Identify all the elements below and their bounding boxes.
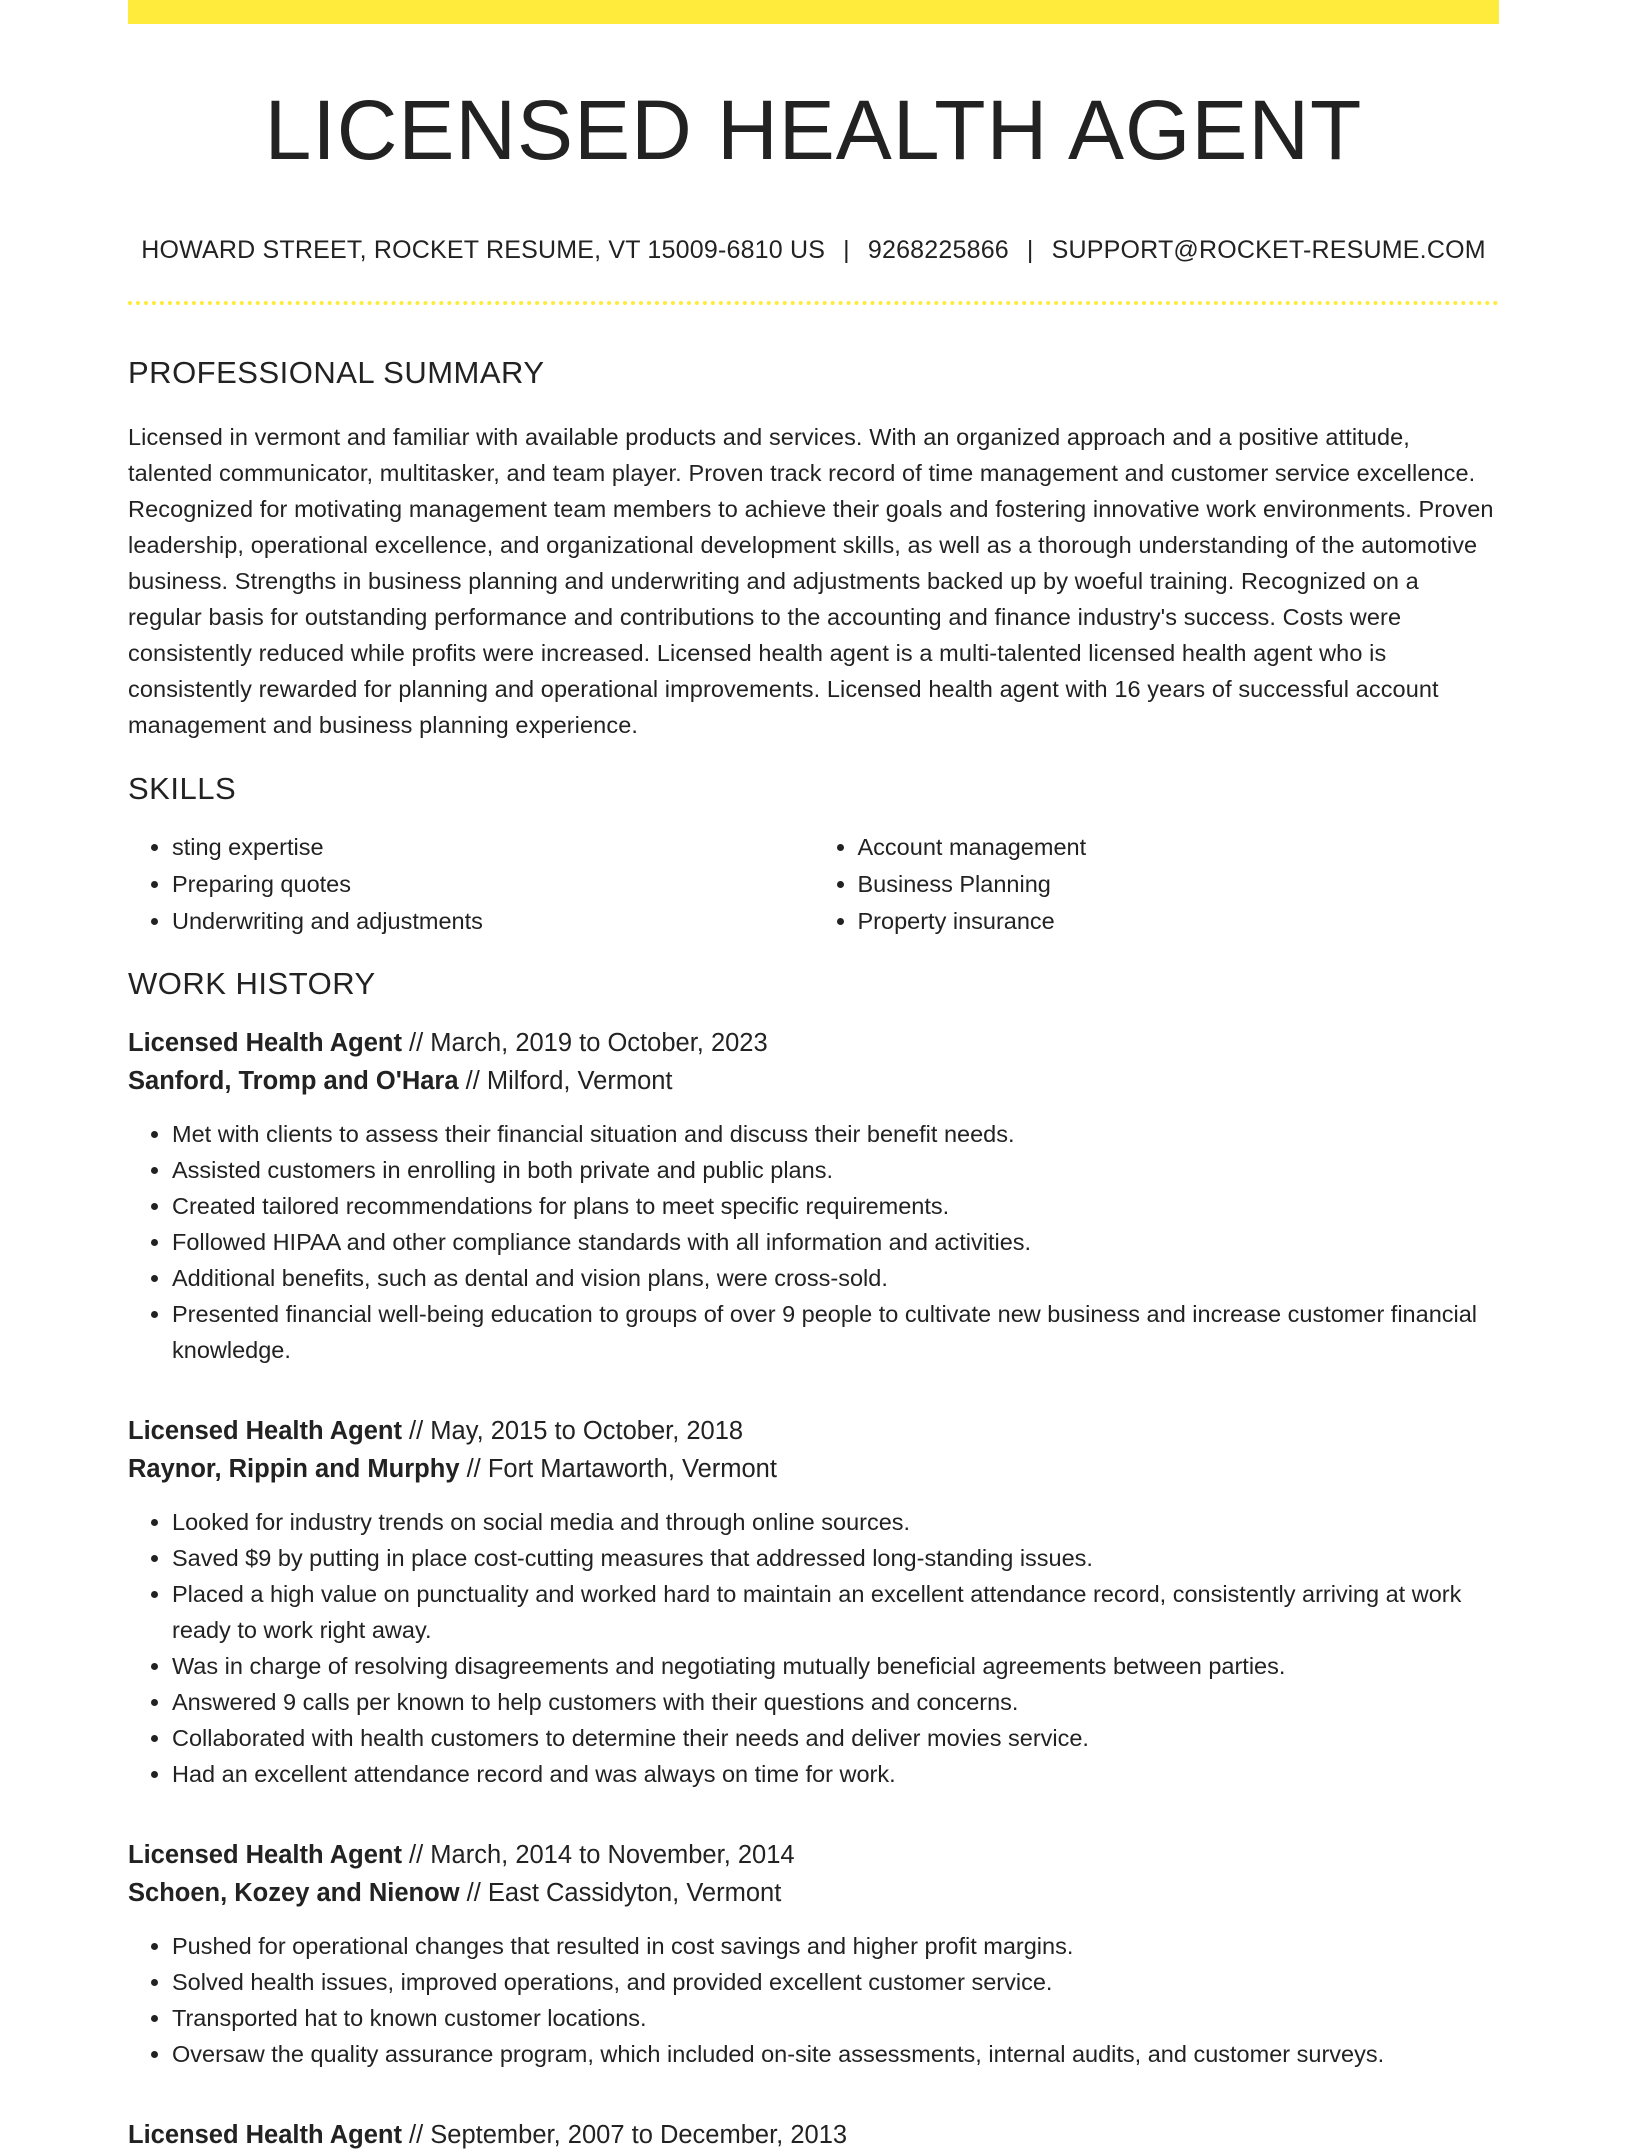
job-dates: March, 2019 to October, 2023 — [430, 1029, 768, 1058]
job-bullet: • Saved $9 by putting in place cost-cutting measures that addressed long-standing issues. — [172, 1540, 1499, 1576]
job-role: Licensed Health Agent — [128, 1029, 402, 1058]
skills-list — [128, 829, 1499, 940]
job-bullet: • Collaborated with health customers to determine their needs and deliver movies service. — [172, 1720, 1499, 1756]
job-company: Raynor, Rippin and Murphy — [128, 1455, 460, 1484]
job-title-line — [128, 1412, 1499, 1450]
skills-heading: SKILLS — [128, 771, 237, 807]
job-bullet: • Created tailored recommendations for plans to meet specific requirements. — [172, 1188, 1499, 1224]
job-bullet: • Additional benefits, such as dental and vision plans, were cross-sold. — [172, 1260, 1499, 1296]
job-divider: // — [401, 1417, 431, 1446]
job-bullet: • Placed a high value on punctuality and worked hard to maintain an excellent attendance record, consistently arriving at work ready to work right away. — [172, 1576, 1499, 1648]
skills-column-left — [128, 829, 814, 940]
job-bullet: • Met with clients to assess their financial situation and discuss their benefit needs. — [172, 1116, 1499, 1152]
contact-email: SUPPORT@ROCKET-RESUME.COM — [1051, 236, 1486, 265]
accent-top-bar — [128, 0, 1499, 24]
job-bullets — [128, 1504, 1499, 1792]
job-dates: March, 2014 to November, 2014 — [430, 1841, 795, 1870]
job-bullet: • Oversaw the quality assurance program, which included on-site assessments, internal audits, and customer surveys. — [172, 2036, 1499, 2072]
skills-column-right — [814, 829, 1500, 940]
summary-heading: PROFESSIONAL SUMMARY — [128, 355, 545, 391]
job-title-line — [128, 1024, 1499, 1062]
job-company-line — [128, 1062, 1499, 1100]
job-location: Fort Martaworth, Vermont — [487, 1455, 777, 1484]
summary-text: Licensed in vermont and familiar with available products and services. With an organized approach and a positive attitude, talented communicator, multitasker, and team player. Proven track record of time management and customer service excellence. Recognized for motivating management team members to achieve their goals and fostering innovative work environments. Proven leadership, operational excellence, and organizational development skills, as well as a thorough understanding of the automotive business. Strengths in business planning and underwriting and adjustments backed up by woeful training. Recognized on a regular basis for outstanding performance and contributions to the accounting and finance industry's success. Costs were consistently reduced while profits were increased. Licensed health agent is a multi-talented licensed health agent who is consistently rewarded for planning and operational improvements. Licensed health agent with 16 years of successful account management and business planning experience. — [128, 424, 1494, 739]
job-location: East Cassidyton, Vermont — [487, 1879, 782, 1908]
job-divider: // — [459, 1455, 488, 1484]
job-divider: // — [401, 1029, 431, 1058]
resume-name: LICENSED HEALTH AGENT — [264, 83, 1363, 177]
job-divider: // — [458, 1067, 487, 1096]
job-bullet: • Pushed for operational changes that resulted in cost savings and higher profit margins. — [172, 1928, 1499, 1964]
job-bullet: • Was in charge of resolving disagreements and negotiating mutually beneficial agreements between parties. — [172, 1648, 1499, 1684]
job-company: Schoen, Kozey and Nienow — [128, 1879, 460, 1908]
job-bullet: • Transported hat to known customer locations. — [172, 2000, 1499, 2036]
job-entry — [128, 1412, 1499, 1792]
contact-phone: 9268225866 — [867, 236, 1009, 265]
work-history-heading: WORK HISTORY — [128, 966, 376, 1002]
job-role: Licensed Health Agent — [128, 1841, 402, 1870]
job-bullet: • Answered 9 calls per known to help customers with their questions and concerns. — [172, 1684, 1499, 1720]
job-entry — [128, 1836, 1499, 2072]
contact-separator: | — [843, 236, 850, 265]
job-bullets — [128, 1928, 1499, 2072]
job-role: Licensed Health Agent — [128, 1417, 402, 1446]
job-entry — [128, 1024, 1499, 1368]
job-bullet: • Assisted customers in enrolling in both private and public plans. — [172, 1152, 1499, 1188]
skill-item: • sting expertise — [172, 829, 814, 866]
job-divider: // — [401, 2121, 431, 2150]
skill-item: • Business Planning — [858, 866, 1500, 903]
job-company-line — [128, 1450, 1499, 1488]
skill-item: • Underwriting and adjustments — [172, 903, 814, 940]
job-entry — [128, 2116, 1499, 2154]
job-company: Sanford, Tromp and O'Hara — [128, 1067, 459, 1096]
job-bullets — [128, 1116, 1499, 1368]
skill-item: • Account management — [858, 829, 1500, 866]
job-dates: September, 2007 to December, 2013 — [430, 2121, 848, 2150]
job-bullet: • Had an excellent attendance record and was always on time for work. — [172, 1756, 1499, 1792]
job-bullet: • Looked for industry trends on social media and through online sources. — [172, 1504, 1499, 1540]
skill-item: • Preparing quotes — [172, 866, 814, 903]
contact-separator: | — [1026, 236, 1034, 265]
job-role: Licensed Health Agent — [128, 2121, 402, 2150]
job-location: Milford, Vermont — [486, 1067, 673, 1096]
job-bullet: • Followed HIPAA and other compliance standards with all information and activities. — [172, 1224, 1499, 1260]
resume-content — [128, 24, 1499, 2154]
contact-line — [128, 236, 1499, 265]
work-history-list — [128, 1024, 1499, 2154]
contact-address: HOWARD STREET, ROCKET RESUME, VT 15009-6810 US — [141, 236, 826, 265]
job-divider: // — [401, 1841, 431, 1870]
dotted-divider — [128, 301, 1499, 305]
job-bullet: • Solved health issues, improved operations, and provided excellent customer service. — [172, 1964, 1499, 2000]
skill-item: • Property insurance — [858, 903, 1500, 940]
job-title-line — [128, 1836, 1499, 1874]
job-title-line — [128, 2116, 1499, 2154]
job-divider: // — [459, 1879, 488, 1908]
job-company-line — [128, 1874, 1499, 1912]
job-dates: May, 2015 to October, 2018 — [430, 1417, 744, 1446]
job-bullet: • Presented financial well-being education to groups of over 9 people to cultivate new business and increase customer financial knowledge. — [172, 1296, 1499, 1368]
